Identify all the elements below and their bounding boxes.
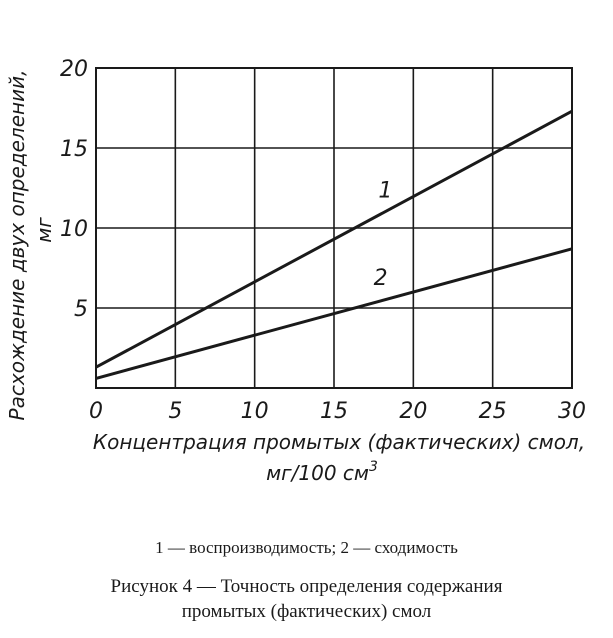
- y-tick-label: 15: [60, 137, 88, 162]
- y-axis-title: Расхождение двух определений,: [5, 69, 29, 421]
- x-tick-label: 0: [89, 399, 103, 424]
- y-axis-unit: мг: [32, 217, 56, 243]
- figure-caption-line-1: Рисунок 4 — Точность определения содержания: [110, 576, 503, 597]
- x-tick-label: 10: [240, 399, 269, 424]
- grid: [96, 68, 572, 388]
- x-tick-label: 15: [320, 399, 348, 424]
- x-axis-unit: мг/100 $см^3$: [266, 459, 378, 485]
- x-axis-title: Концентрация промытых (фактических) смол,: [92, 430, 586, 454]
- x-tick-label: 25: [478, 399, 507, 424]
- y-tick-label: 20: [60, 57, 88, 82]
- y-tick-label: 5: [74, 297, 88, 322]
- figure-caption-line-2: промытых (фактических) смол: [181, 601, 432, 622]
- series-label-1: 1: [378, 178, 393, 204]
- x-tick-label: 20: [399, 399, 428, 424]
- legend-text: 1 — воспроизводимость; 2 — сходимость: [155, 538, 458, 557]
- x-tick-label: 30: [558, 399, 586, 424]
- y-tick-label: 10: [60, 217, 88, 242]
- x-tick-label: 5: [168, 399, 183, 424]
- tick-labels: [60, 57, 586, 424]
- series-label-2: 2: [373, 265, 388, 291]
- series-labels: [374, 178, 393, 290]
